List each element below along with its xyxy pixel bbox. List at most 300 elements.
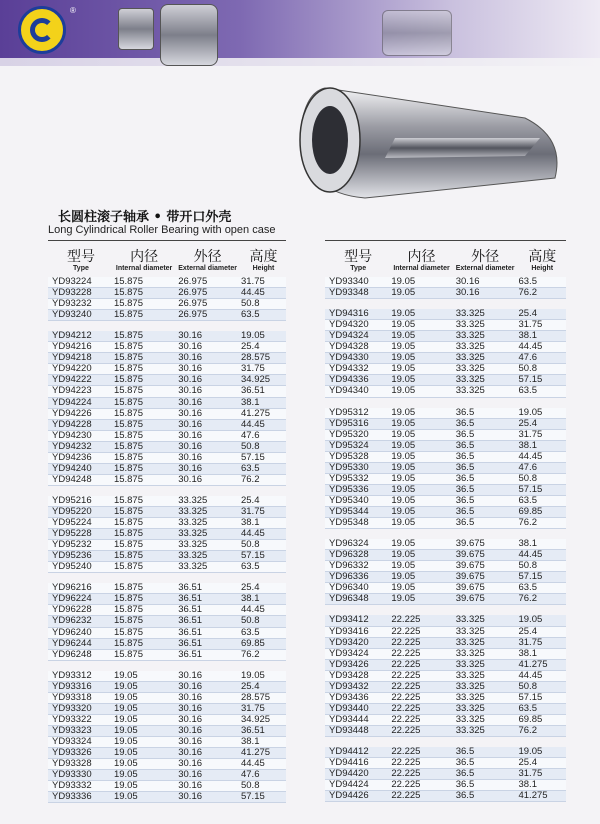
table-header-row: [48, 243, 286, 277]
type-cell: YD93424: [325, 648, 387, 659]
table-row: [48, 770, 286, 781]
table-row: [325, 681, 566, 692]
type-cell: YD95340: [325, 495, 387, 506]
height-cell: 19.05: [514, 615, 566, 626]
type-cell: YD95220: [48, 506, 110, 517]
table-row: [325, 725, 566, 736]
table-row: [325, 550, 566, 561]
external-diameter-cell: 36.51: [174, 638, 237, 649]
internal-diameter-cell: 19.05: [387, 364, 451, 375]
table-row: [325, 429, 566, 440]
internal-diameter-cell: 22.225: [387, 791, 451, 802]
header-bearing-photo-1: [118, 8, 154, 50]
height-cell: 44.45: [514, 550, 566, 561]
external-diameter-cell: 26.975: [174, 310, 237, 321]
column-header: [48, 243, 110, 277]
external-diameter-cell: 33.325: [452, 681, 515, 692]
type-cell: YD93330: [48, 770, 110, 781]
table-row: [325, 353, 566, 364]
internal-diameter-cell: 15.875: [110, 375, 174, 386]
type-cell: YD93444: [325, 714, 387, 725]
height-cell: 57.15: [237, 452, 286, 463]
type-cell: YD94424: [325, 780, 387, 791]
external-diameter-cell: 33.325: [452, 320, 515, 331]
header-band: [0, 58, 600, 66]
height-cell: 41.275: [237, 408, 286, 419]
table-row: [48, 725, 286, 736]
height-cell: 57.15: [237, 792, 286, 803]
height-cell: 76.2: [514, 725, 566, 736]
external-diameter-cell: 30.16: [174, 353, 237, 364]
external-diameter-cell: 26.975: [174, 299, 237, 310]
table-row: [48, 748, 286, 759]
height-cell: 25.4: [514, 418, 566, 429]
internal-diameter-cell: 19.05: [110, 781, 174, 792]
type-cell: YD95328: [325, 451, 387, 462]
type-cell: YD93336: [48, 792, 110, 803]
type-cell: YD95320: [325, 429, 387, 440]
height-cell: 63.5: [514, 277, 566, 288]
type-cell: YD96232: [48, 616, 110, 627]
internal-diameter-cell: 22.225: [387, 692, 451, 703]
height-cell: 41.275: [514, 659, 566, 670]
table-row: [48, 452, 286, 463]
column-header-cn: 内径: [407, 248, 436, 265]
table-row: [325, 451, 566, 462]
height-cell: 31.75: [237, 364, 286, 375]
table-row: [48, 551, 286, 562]
internal-diameter-cell: 15.875: [110, 583, 174, 594]
table-row: [325, 637, 566, 648]
column-header: [514, 243, 566, 277]
external-diameter-cell: 33.325: [452, 659, 515, 670]
type-cell: YD94316: [325, 309, 387, 320]
type-cell: YD93326: [48, 748, 110, 759]
table-row: [325, 386, 566, 397]
table-row: [48, 310, 286, 321]
height-cell: 31.75: [514, 769, 566, 780]
table-row: [325, 659, 566, 670]
table-row: [325, 758, 566, 769]
table-row: [325, 670, 566, 681]
type-cell: YD96228: [48, 605, 110, 616]
column-header: [174, 243, 237, 277]
external-diameter-cell: 33.325: [174, 540, 237, 551]
external-diameter-cell: 33.325: [452, 692, 515, 703]
table-row: [325, 342, 566, 353]
header-banner: [0, 0, 600, 58]
column-header: [237, 243, 286, 277]
internal-diameter-cell: 22.225: [387, 758, 451, 769]
table-header-row: [325, 243, 566, 277]
column-header-cn: 外径: [193, 248, 222, 265]
header-bearing-photo-2: [160, 4, 218, 66]
height-cell: 50.8: [237, 441, 286, 452]
external-diameter-cell: 30.16: [174, 364, 237, 375]
type-cell: YD93324: [48, 736, 110, 747]
column-header-cn: 型号: [66, 248, 95, 265]
type-cell: YD93232: [48, 299, 110, 310]
height-cell: 25.4: [237, 583, 286, 594]
height-cell: 50.8: [514, 364, 566, 375]
external-diameter-cell: 36.5: [452, 429, 515, 440]
type-cell: YD93322: [48, 714, 110, 725]
height-cell: 63.5: [237, 627, 286, 638]
external-diameter-cell: 36.5: [452, 408, 515, 419]
external-diameter-cell: 33.325: [452, 342, 515, 353]
table-row: [48, 288, 286, 299]
internal-diameter-cell: 15.875: [110, 540, 174, 551]
table-row: [325, 703, 566, 714]
column-header-cn: 内径: [130, 248, 159, 265]
external-diameter-cell: 36.5: [452, 769, 515, 780]
external-diameter-cell: 39.675: [452, 550, 515, 561]
left-spec-table: [48, 243, 286, 803]
type-cell: YD95228: [48, 529, 110, 540]
header-bearing-photo-3: [382, 10, 452, 56]
table-row: [325, 440, 566, 451]
table-row: [325, 331, 566, 342]
type-cell: YD94332: [325, 364, 387, 375]
type-cell: YD96336: [325, 572, 387, 583]
height-cell: 47.6: [514, 353, 566, 364]
type-cell: YD94330: [325, 353, 387, 364]
column-header-cn: 高度: [249, 248, 278, 265]
column-header-en: Internal diameter: [115, 264, 173, 272]
column-header-cn: 型号: [344, 248, 373, 265]
internal-diameter-cell: 19.05: [387, 386, 451, 397]
internal-diameter-cell: 19.05: [387, 331, 451, 342]
height-cell: 25.4: [514, 758, 566, 769]
external-diameter-cell: 33.325: [174, 518, 237, 529]
table-row: [48, 692, 286, 703]
table-row: [48, 681, 286, 692]
table-row: [325, 572, 566, 583]
height-cell: 63.5: [514, 386, 566, 397]
table-row: [325, 375, 566, 386]
height-cell: 50.8: [237, 616, 286, 627]
table-row: [325, 615, 566, 626]
internal-diameter-cell: 19.05: [110, 759, 174, 770]
internal-diameter-cell: 19.05: [387, 408, 451, 419]
height-cell: 76.2: [237, 474, 286, 485]
height-cell: 41.275: [514, 791, 566, 802]
external-diameter-cell: 36.5: [452, 440, 515, 451]
height-cell: 50.8: [514, 561, 566, 572]
type-cell: YD95312: [325, 408, 387, 419]
external-diameter-cell: 36.5: [452, 451, 515, 462]
table-row: [325, 364, 566, 375]
internal-diameter-cell: 19.05: [387, 462, 451, 473]
height-cell: 57.15: [514, 484, 566, 495]
table-row: [325, 462, 566, 473]
column-header-en: Internal diameter: [393, 264, 450, 272]
internal-diameter-cell: 15.875: [110, 463, 174, 474]
internal-diameter-cell: 19.05: [387, 506, 451, 517]
height-cell: 31.75: [237, 703, 286, 714]
table-row: [48, 496, 286, 507]
type-cell: YD96324: [325, 539, 387, 550]
internal-diameter-cell: 19.05: [387, 440, 451, 451]
type-cell: YD93332: [48, 781, 110, 792]
external-diameter-cell: 30.16: [174, 430, 237, 441]
height-cell: 50.8: [514, 681, 566, 692]
internal-diameter-cell: 19.05: [387, 495, 451, 506]
height-cell: 69.85: [514, 714, 566, 725]
external-diameter-cell: 30.16: [174, 714, 237, 725]
external-diameter-cell: 39.675: [452, 594, 515, 605]
internal-diameter-cell: 19.05: [387, 375, 451, 386]
type-cell: YD94328: [325, 342, 387, 353]
external-diameter-cell: 30.16: [174, 331, 237, 342]
external-diameter-cell: 36.5: [452, 473, 515, 484]
height-cell: 44.45: [514, 451, 566, 462]
internal-diameter-cell: 19.05: [110, 736, 174, 747]
height-cell: 44.45: [237, 529, 286, 540]
type-cell: YD96216: [48, 583, 110, 594]
internal-diameter-cell: 22.225: [387, 670, 451, 681]
external-diameter-cell: 33.325: [174, 562, 237, 573]
table-row: [48, 299, 286, 310]
table-row: [325, 780, 566, 791]
type-cell: YD95236: [48, 551, 110, 562]
internal-diameter-cell: 19.05: [387, 342, 451, 353]
brand-logo: [18, 6, 66, 54]
type-cell: YD95332: [325, 473, 387, 484]
right-table-top-rule: [325, 240, 566, 241]
table-row: [48, 759, 286, 770]
bearing-bore: [312, 106, 348, 174]
height-cell: 19.05: [237, 671, 286, 682]
type-cell: YD93340: [325, 277, 387, 288]
internal-diameter-cell: 19.05: [387, 288, 451, 299]
type-cell: YD96248: [48, 649, 110, 660]
internal-diameter-cell: 15.875: [110, 474, 174, 485]
column-header: [110, 243, 174, 277]
column-header-en: External diameter: [178, 264, 237, 272]
table-row: [48, 474, 286, 485]
registered-mark: ®: [70, 6, 76, 15]
type-cell: YD93318: [48, 692, 110, 703]
table-row: [48, 649, 286, 660]
external-diameter-cell: 39.675: [452, 539, 515, 550]
height-cell: 38.1: [237, 397, 286, 408]
height-cell: 44.45: [237, 605, 286, 616]
type-cell: YD93224: [48, 277, 110, 288]
internal-diameter-cell: 15.875: [110, 441, 174, 452]
column-header-en: Type: [350, 264, 367, 272]
external-diameter-cell: 33.325: [452, 375, 515, 386]
external-diameter-cell: 39.675: [452, 561, 515, 572]
height-cell: 28.575: [237, 692, 286, 703]
height-cell: 25.4: [514, 626, 566, 637]
internal-diameter-cell: 15.875: [110, 616, 174, 627]
type-cell: YD94212: [48, 331, 110, 342]
type-cell: YD94220: [48, 364, 110, 375]
external-diameter-cell: 36.5: [452, 484, 515, 495]
type-cell: YD94248: [48, 474, 110, 485]
external-diameter-cell: 39.675: [452, 583, 515, 594]
table-row: [48, 342, 286, 353]
type-cell: YD95330: [325, 462, 387, 473]
type-cell: YD93448: [325, 725, 387, 736]
type-cell: YD94240: [48, 463, 110, 474]
table-row: [325, 692, 566, 703]
internal-diameter-cell: 22.225: [387, 780, 451, 791]
height-cell: 57.15: [514, 375, 566, 386]
table-row: [325, 418, 566, 429]
external-diameter-cell: 33.325: [452, 353, 515, 364]
table-row: [325, 288, 566, 299]
internal-diameter-cell: 15.875: [110, 506, 174, 517]
internal-diameter-cell: 22.225: [387, 648, 451, 659]
external-diameter-cell: 30.16: [174, 397, 237, 408]
height-cell: 63.5: [514, 495, 566, 506]
external-diameter-cell: 33.325: [452, 309, 515, 320]
internal-diameter-cell: 19.05: [387, 583, 451, 594]
type-cell: YD95316: [325, 418, 387, 429]
height-cell: 38.1: [514, 539, 566, 550]
type-cell: YD94420: [325, 769, 387, 780]
column-header: [452, 243, 515, 277]
external-diameter-cell: 36.5: [452, 495, 515, 506]
height-cell: 36.51: [237, 725, 286, 736]
internal-diameter-cell: 15.875: [110, 342, 174, 353]
external-diameter-cell: 33.325: [452, 615, 515, 626]
internal-diameter-cell: 19.05: [387, 451, 451, 462]
internal-diameter-cell: 22.225: [387, 714, 451, 725]
internal-diameter-cell: 19.05: [387, 550, 451, 561]
type-cell: YD96328: [325, 550, 387, 561]
table-row: [48, 583, 286, 594]
table-row: [48, 594, 286, 605]
type-cell: YD96240: [48, 627, 110, 638]
type-cell: YD95324: [325, 440, 387, 451]
table-row: [325, 518, 566, 529]
table-row: [325, 747, 566, 758]
external-diameter-cell: 36.51: [174, 594, 237, 605]
type-cell: YD93426: [325, 659, 387, 670]
internal-diameter-cell: 15.875: [110, 331, 174, 342]
height-cell: 63.5: [237, 310, 286, 321]
group-spacer: [325, 397, 566, 408]
external-diameter-cell: 30.16: [174, 748, 237, 759]
height-cell: 31.75: [237, 277, 286, 288]
type-cell: YD93420: [325, 637, 387, 648]
external-diameter-cell: 36.5: [452, 506, 515, 517]
external-diameter-cell: 33.325: [452, 331, 515, 342]
type-cell: YD95336: [325, 484, 387, 495]
height-cell: 28.575: [237, 353, 286, 364]
internal-diameter-cell: 19.05: [387, 473, 451, 484]
type-cell: YD96244: [48, 638, 110, 649]
type-cell: YD93436: [325, 692, 387, 703]
type-cell: YD94320: [325, 320, 387, 331]
table-row: [48, 562, 286, 573]
height-cell: 50.8: [237, 540, 286, 551]
internal-diameter-cell: 19.05: [387, 277, 451, 288]
table-row: [48, 703, 286, 714]
external-diameter-cell: 33.325: [174, 529, 237, 540]
internal-diameter-cell: 19.05: [110, 681, 174, 692]
external-diameter-cell: 33.325: [452, 637, 515, 648]
internal-diameter-cell: 19.05: [110, 671, 174, 682]
table-row: [325, 561, 566, 572]
table-row: [325, 473, 566, 484]
external-diameter-cell: 30.16: [174, 474, 237, 485]
type-cell: YD94230: [48, 430, 110, 441]
height-cell: 19.05: [514, 747, 566, 758]
internal-diameter-cell: 19.05: [110, 714, 174, 725]
height-cell: 34.925: [237, 714, 286, 725]
type-cell: YD94222: [48, 375, 110, 386]
external-diameter-cell: 30.16: [174, 419, 237, 430]
external-diameter-cell: 33.325: [452, 386, 515, 397]
internal-diameter-cell: 19.05: [110, 703, 174, 714]
height-cell: 36.51: [237, 386, 286, 397]
table-row: [48, 792, 286, 803]
height-cell: 57.15: [514, 692, 566, 703]
type-cell: YD95344: [325, 506, 387, 517]
internal-diameter-cell: 15.875: [110, 627, 174, 638]
internal-diameter-cell: 22.225: [387, 615, 451, 626]
external-diameter-cell: 36.5: [452, 780, 515, 791]
table-row: [325, 594, 566, 605]
height-cell: 25.4: [237, 681, 286, 692]
type-cell: YD96348: [325, 594, 387, 605]
table-row: [48, 408, 286, 419]
height-cell: 38.1: [514, 331, 566, 342]
external-diameter-cell: 30.16: [174, 770, 237, 781]
height-cell: 50.8: [237, 299, 286, 310]
height-cell: 76.2: [514, 594, 566, 605]
external-diameter-cell: 30.16: [174, 463, 237, 474]
internal-diameter-cell: 22.225: [387, 659, 451, 670]
internal-diameter-cell: 15.875: [110, 518, 174, 529]
internal-diameter-cell: 19.05: [387, 594, 451, 605]
column-header-en: Type: [73, 264, 89, 272]
type-cell: YD93440: [325, 703, 387, 714]
external-diameter-cell: 33.325: [452, 364, 515, 375]
internal-diameter-cell: 15.875: [110, 408, 174, 419]
internal-diameter-cell: 19.05: [387, 309, 451, 320]
internal-diameter-cell: 15.875: [110, 496, 174, 507]
internal-diameter-cell: 15.875: [110, 430, 174, 441]
type-cell: YD94236: [48, 452, 110, 463]
table-row: [325, 539, 566, 550]
type-cell: YD95348: [325, 518, 387, 529]
internal-diameter-cell: 22.225: [387, 747, 451, 758]
external-diameter-cell: 30.16: [174, 792, 237, 803]
internal-diameter-cell: 15.875: [110, 452, 174, 463]
table-row: [48, 463, 286, 474]
external-diameter-cell: 33.325: [452, 703, 515, 714]
table-row: [48, 441, 286, 452]
height-cell: 44.45: [237, 759, 286, 770]
height-cell: 44.45: [514, 670, 566, 681]
internal-diameter-cell: 15.875: [110, 649, 174, 660]
external-diameter-cell: 33.325: [452, 626, 515, 637]
table-row: [48, 605, 286, 616]
internal-diameter-cell: 19.05: [387, 429, 451, 440]
external-diameter-cell: 30.16: [174, 692, 237, 703]
column-header-en: External diameter: [455, 264, 515, 272]
logo-g-icon: [30, 18, 54, 42]
external-diameter-cell: 36.5: [452, 418, 515, 429]
height-cell: 57.15: [237, 551, 286, 562]
height-cell: 25.4: [237, 342, 286, 353]
height-cell: 41.275: [237, 748, 286, 759]
